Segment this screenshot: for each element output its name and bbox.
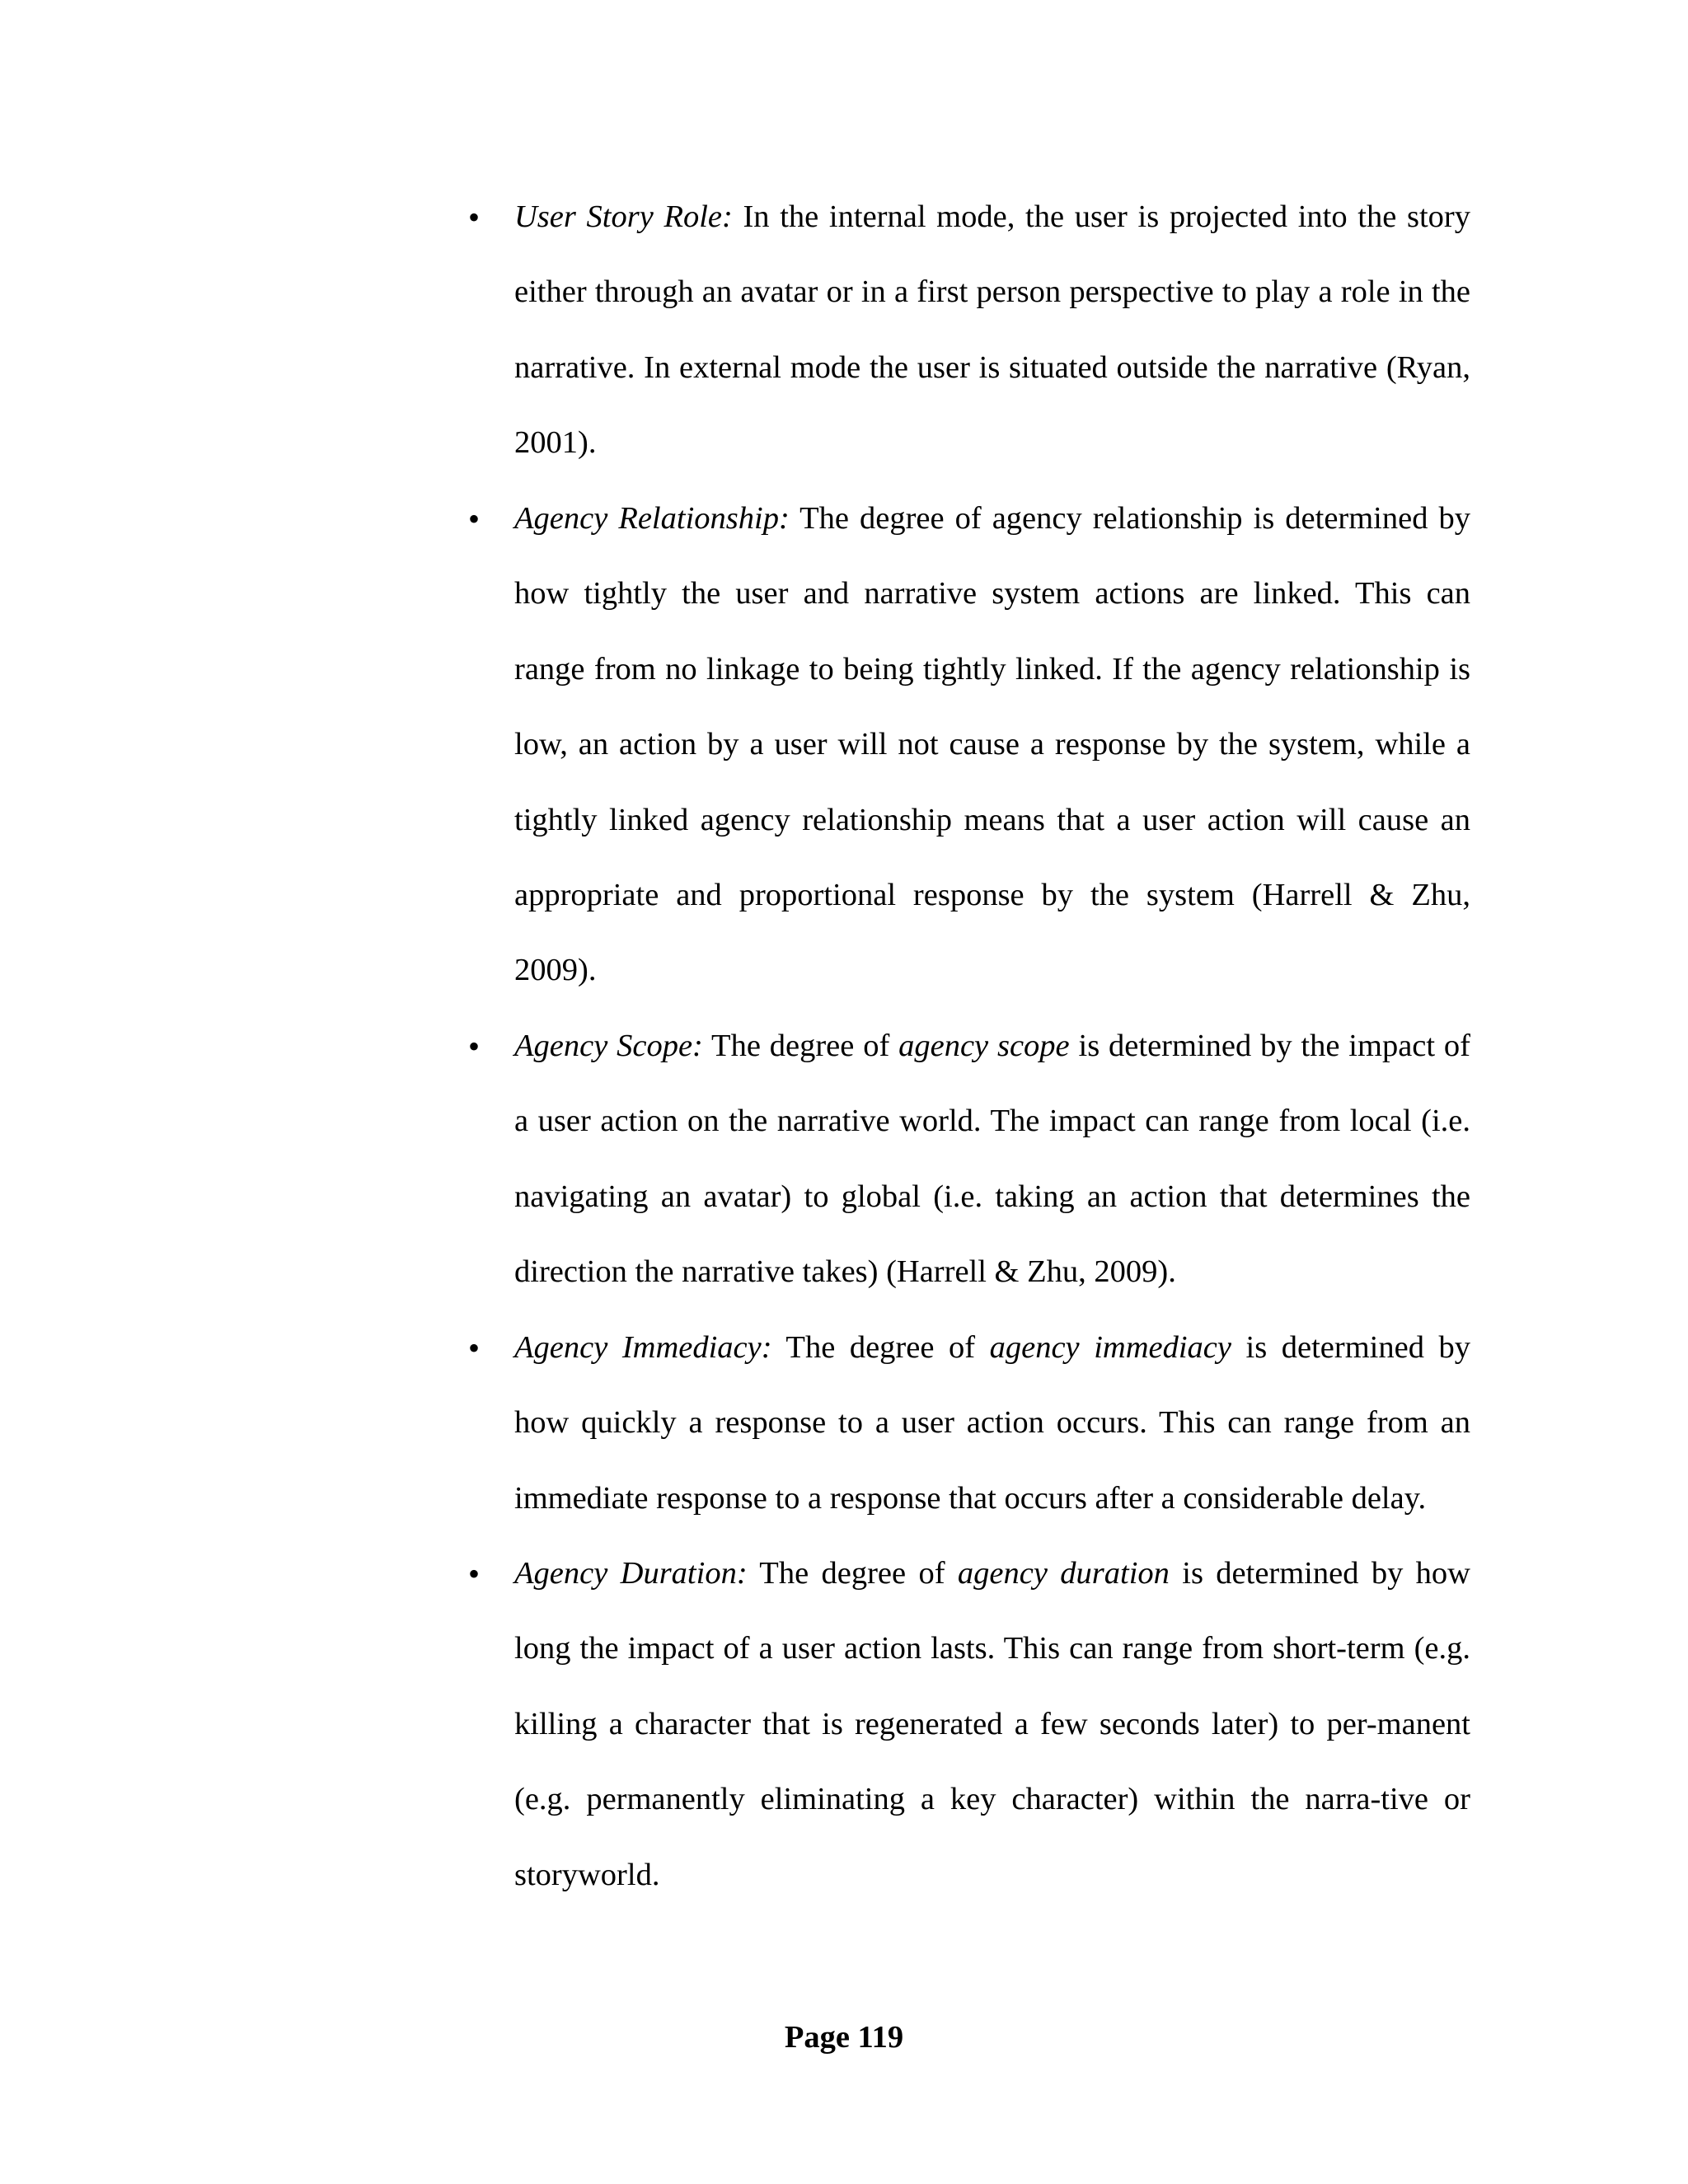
list-item-text [514,1009,1470,1310]
item-term: Agency Scope: [514,1029,703,1063]
item-pre: The degree of [702,1029,899,1063]
bullet-marker: • [468,1329,481,1366]
item-term: Agency Duration: [514,1556,748,1591]
list-item-text [514,1536,1470,1913]
list-item-text [514,180,1470,481]
item-term: User Story Role: [514,199,733,234]
item-term: Agency Relationship: [514,501,790,536]
item-emphasis: agency scope [898,1029,1070,1063]
item-term: Agency Immediacy: [514,1330,772,1365]
page-number: Page 119 [784,2020,904,2055]
item-emphasis: agency immediacy [989,1330,1231,1365]
item-post: is determined by how long the impact of a user action lasts. This can range from short-term (e.g. killing a character that is regenerated a few seconds later) to per-manent (e.g. permanently eliminating a key character) within the narra-tive or storyworld. [514,1556,1470,1892]
item-body: The degree of agency relationship is determined by how tightly the user and narrative system actions are linked. This can range from no linkage to being tightly linked. If the agency relationship is low, an action by a user will not cause a response by the system, while a tightly linked agency relationship means that a user action will cause an appropriate and proportional response by the system (Harrell & Zhu, 2009). [514,501,1470,988]
item-body: In the internal mode, the user is projected into the story either through an avatar or in a first person perspective to play a role in the narrative. In external mode the user is situated outside the narrative (Ryan, 2001). [514,199,1470,461]
item-pre: The degree of [747,1556,958,1591]
bullet-marker: • [468,1028,481,1065]
list-item-text [514,1310,1470,1536]
bullet-marker: • [468,1555,481,1592]
item-post: is determined by the impact of a user action on the narrative world. The impact can range from local (i.e. navigating an avatar) to global (i.e. taking an action that determines the direction the narrative takes) (Harrell & Zhu, 2009). [514,1029,1470,1290]
item-pre: The degree of [771,1330,990,1365]
bullet-marker: • [468,199,481,236]
bullet-marker: • [468,500,481,537]
list-item-text [514,481,1470,1009]
item-emphasis: agency duration [957,1556,1170,1591]
item-post: is determined by how quickly a response to a user action occurs. This can range from an immediate response to a response that occurs after a considerable delay. [514,1330,1470,1516]
